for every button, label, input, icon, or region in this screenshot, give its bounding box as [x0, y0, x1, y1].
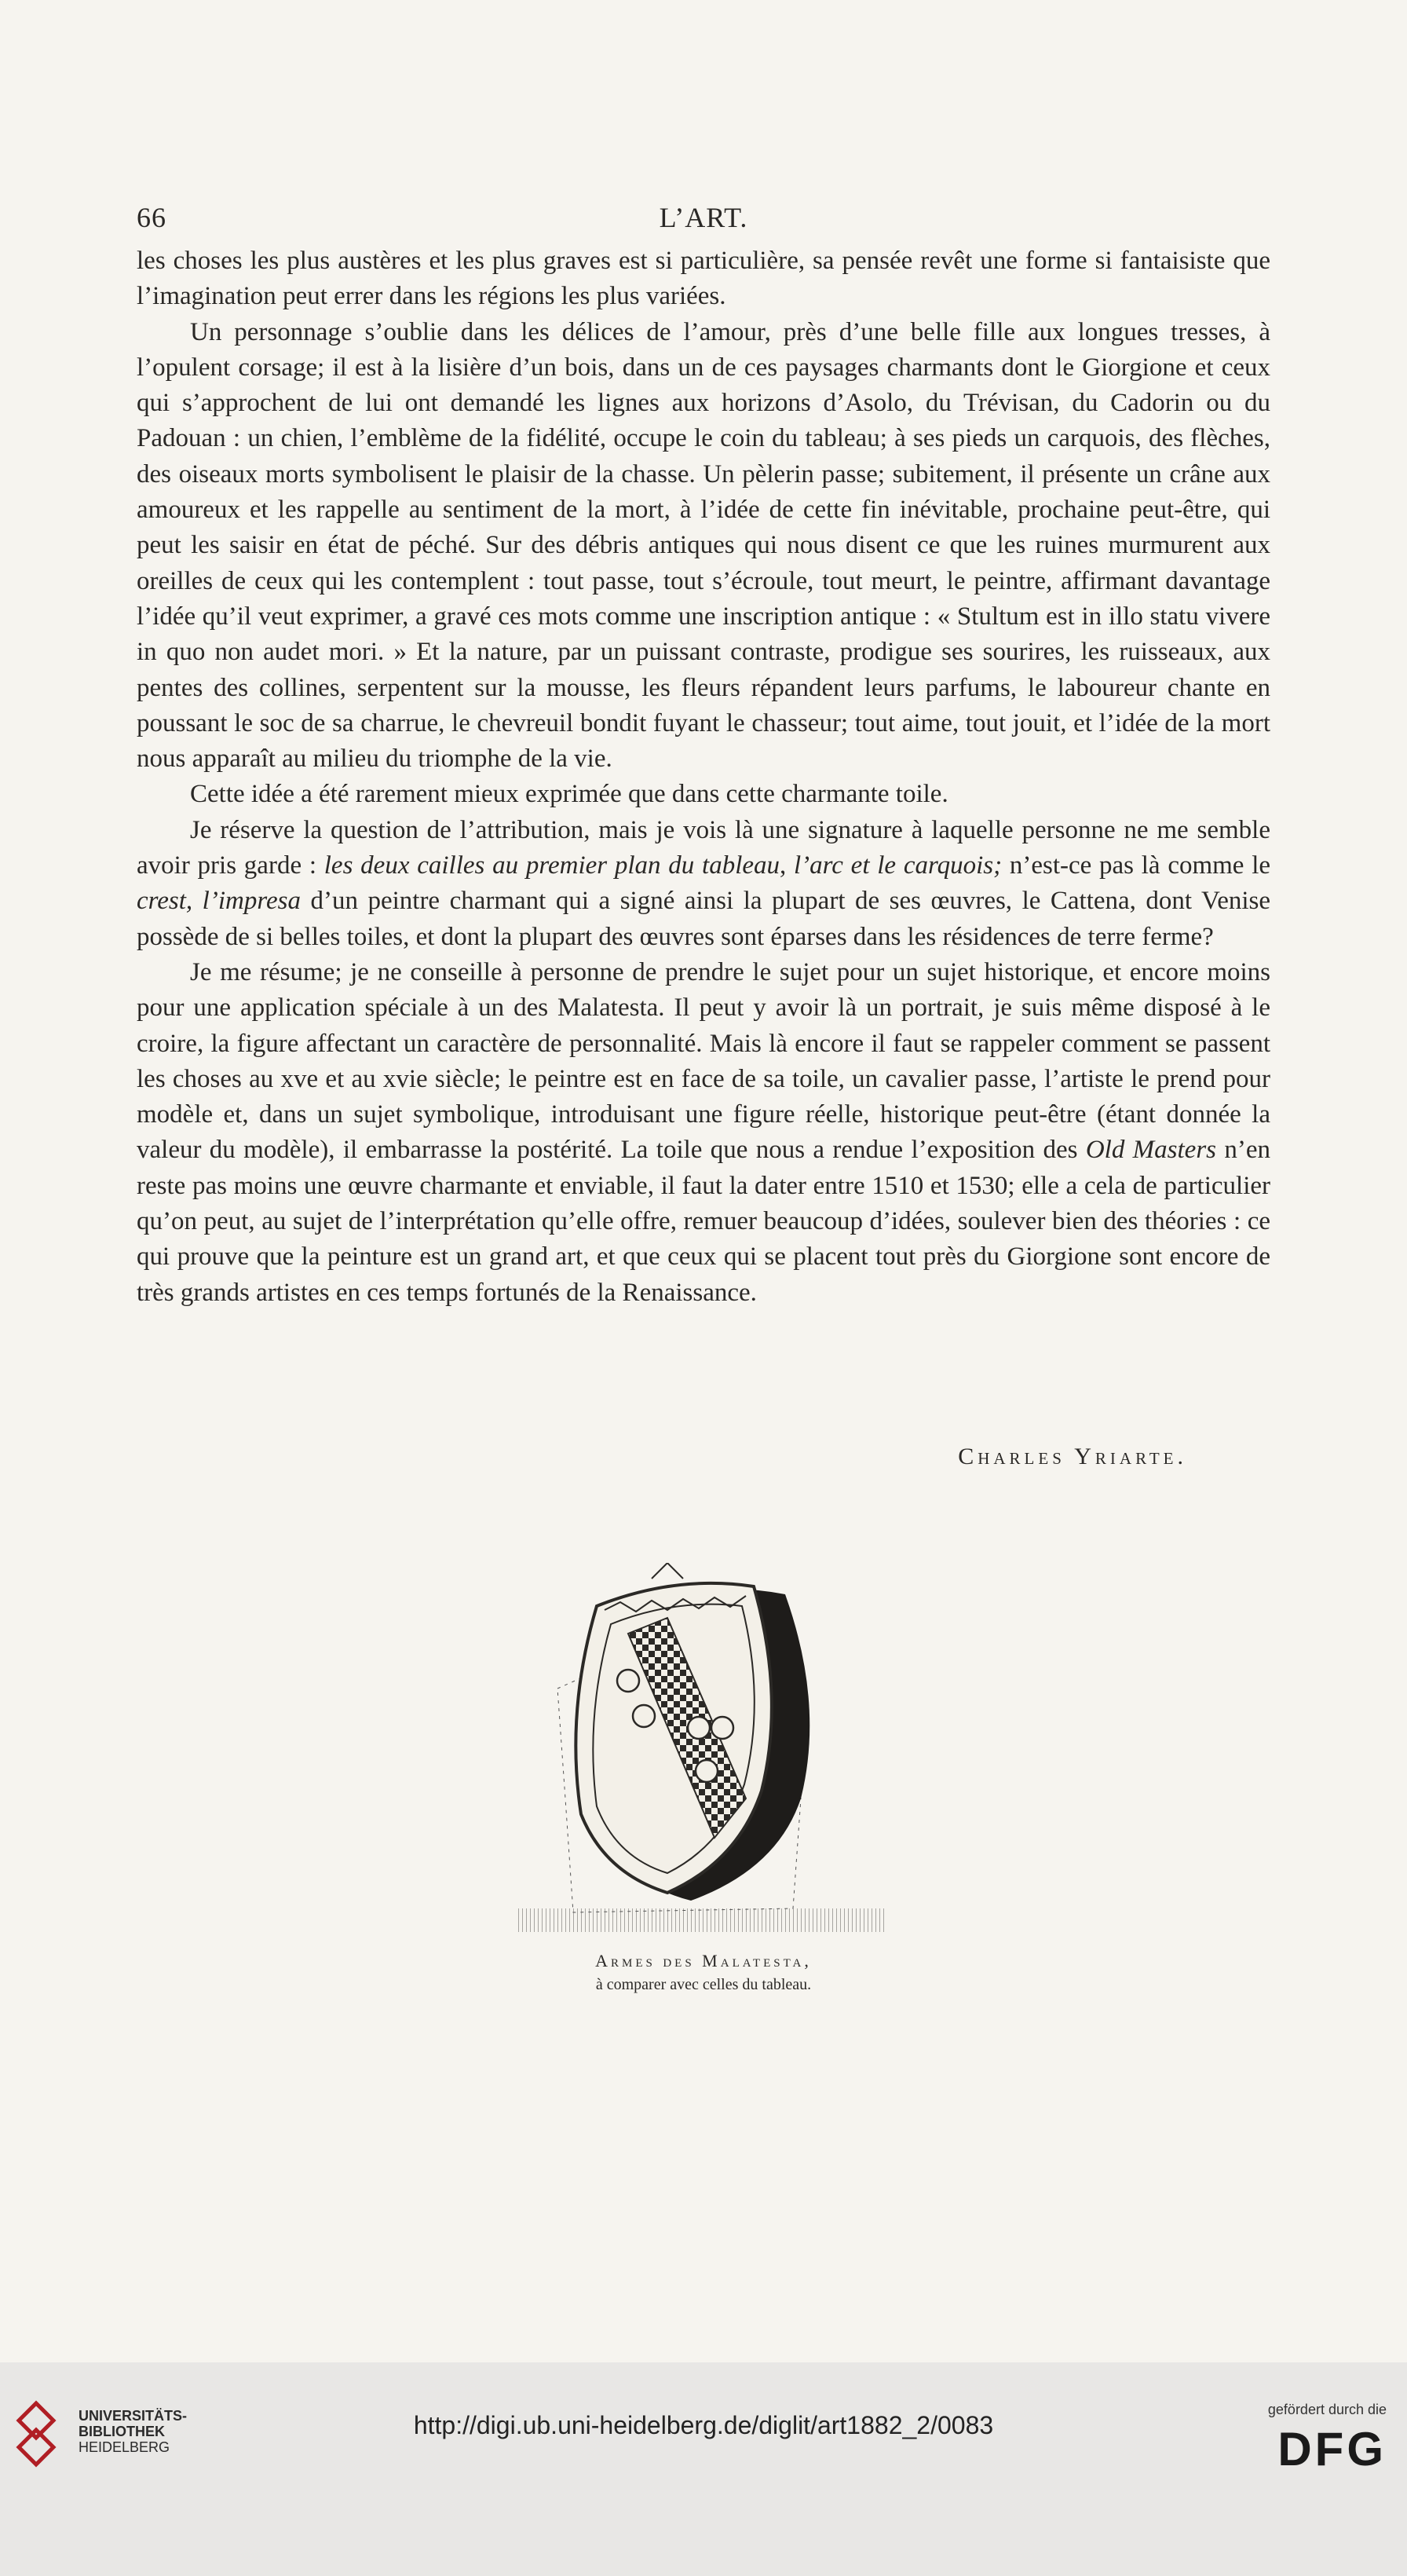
dfg-logo: DFG: [1277, 2423, 1387, 2475]
paragraph: [137, 813, 1270, 955]
text-run: d’un peintre charmant qui a signé ainsi la plupart de ses œuvres, le Cattena, dont Venise possède de si belles toiles, et dont la plupart des œuvres sont éparses dans les résidences de terre ferme?: [137, 887, 1270, 951]
library-line-3: HEIDELBERG: [79, 2439, 170, 2455]
caption-line-2: à comparer avec celles du tableau.: [595, 1976, 812, 1993]
permalink[interactable]: http://digi.ub.uni-heidelberg.de/diglit/art1882_2/0083: [413, 2411, 994, 2439]
author-signature: Charles Yriarte.: [958, 1444, 1187, 1469]
text-run: n’est-ce pas là comme le: [1002, 851, 1271, 880]
italic-run: l’arc et le carquois;: [794, 851, 1003, 880]
italic-run: crest, l’impresa: [137, 887, 301, 916]
article-body: [137, 243, 1270, 1311]
footer-bar: [0, 2362, 1407, 2576]
paragraph: Cette idée a été rarement mieux exprimée que dans cette charmante toile.: [190, 780, 948, 809]
paragraph: Un personnage s’oublie dans les délices de l’amour, près d’une belle fille aux longues tresses, à l’opulent corsage; il est à la lisière d’un bois, dans un de ces paysages charmants dont le Giorgione et ceux qui s’approchent de lui ont demandé les lignes aux horizons d’Asolo, du Trévisan, du Cadorin ou du Padouan : un chien, l’emblème de la fidélité, occupe le coin du tableau; à ses pieds un carquois, des flèches, des oiseaux morts symbolisent le plaisir de la chasse. Un pèlerin passe; subitement, il présente un crâne aux amoureux et les rappelle au sentiment de la mort, à l’idée de cette fin inévitable, prochaine peut-être, qui peut les saisir en état de péché. Sur des débris antiques qui nous disent ce que les ruines murmurent aux oreilles de ceux qui les contemplent : tout passe, tout s’écroule, tout meurt, le peintre, affirmant davantage l’idée qu’il veut exprimer, a gravé ces mots comme une inscription antique : « Stultum est in illo statu vivere in quo non audet mori. » Et la nature, par un puissant contraste, prodigue ses sourires, les ruisseaux, aux pentes des collines, serpentent sur la mousse, les fleurs répandent leurs parfums, le laboureur chante en poussant le soc de sa charrue, le chevreuil bondit fuyant le chasseur; tout aime, tout jouit, et l’idée de la mort nous apparaît au milieu du triomphe de la vie.: [137, 317, 1270, 774]
text-run: Je réserve la question de l’attribution, mais je vois là une signature à laquelle personne ne me semble avoir pris garde :: [137, 815, 1270, 880]
caption-line-1: Armes des Malatesta,: [595, 1951, 812, 1970]
italic-run: Old Masters: [1085, 1136, 1217, 1165]
text-run: n’en reste pas moins une œuvre charmante et enviable, il faut la dater entre 1510 et 1530; elle a cela de particulier qu’on peut, au sujet de l’interprétation qu’elle offre, remuer beaucoup d’idées, soulever bien des théories : ce qui prouve que la peinture est un grand art, et que ceux qui se placent tout près du Giorgione sont encore de très grands artistes en ces temps fortunés de la Renaissance.: [137, 1136, 1270, 1307]
italic-run: les deux cailles au premier plan du tableau: [323, 851, 780, 880]
paragraph: [137, 955, 1270, 1311]
library-line-1: UNIVERSITÄTS-: [79, 2408, 188, 2424]
journal-title: L’ART.: [659, 202, 748, 233]
paragraph: les choses les plus austères et les plus graves est si particulière, sa pensée revêt une forme si fantaisiste que l’imagination peut errer dans les régions les plus variées.: [137, 247, 1270, 311]
coat-of-arms-icon: [510, 1563, 895, 1940]
figure-caption: [0, 1949, 1407, 1996]
text-run: Je me résume; je ne conseille à personne de prendre le sujet pour un sujet historique, et encore moins pour une application spéciale à un des Malatesta. Il peut y avoir là un portrait, je suis même disposé à le croire, la figure affectant un caractère de personnalité. Mais là encore il faut se rappeler comment se passent les choses au xve et au xvie siècle; le peintre est en face de sa toile, un cavalier passe, l’artiste le prend pour modèle et, dans un sujet symbolique, introduisant une figure réelle, historique peut-être (étant donnée la valeur du modèle), il embarrasse la postérité. La toile que nous a rendue l’exposition des: [137, 957, 1270, 1165]
funded-by-label: gefördert durch die: [1267, 2402, 1387, 2417]
text-run: ,: [780, 851, 795, 880]
page-number: 66: [137, 202, 166, 233]
library-line-2: BIBLIOTHEK: [79, 2424, 165, 2439]
